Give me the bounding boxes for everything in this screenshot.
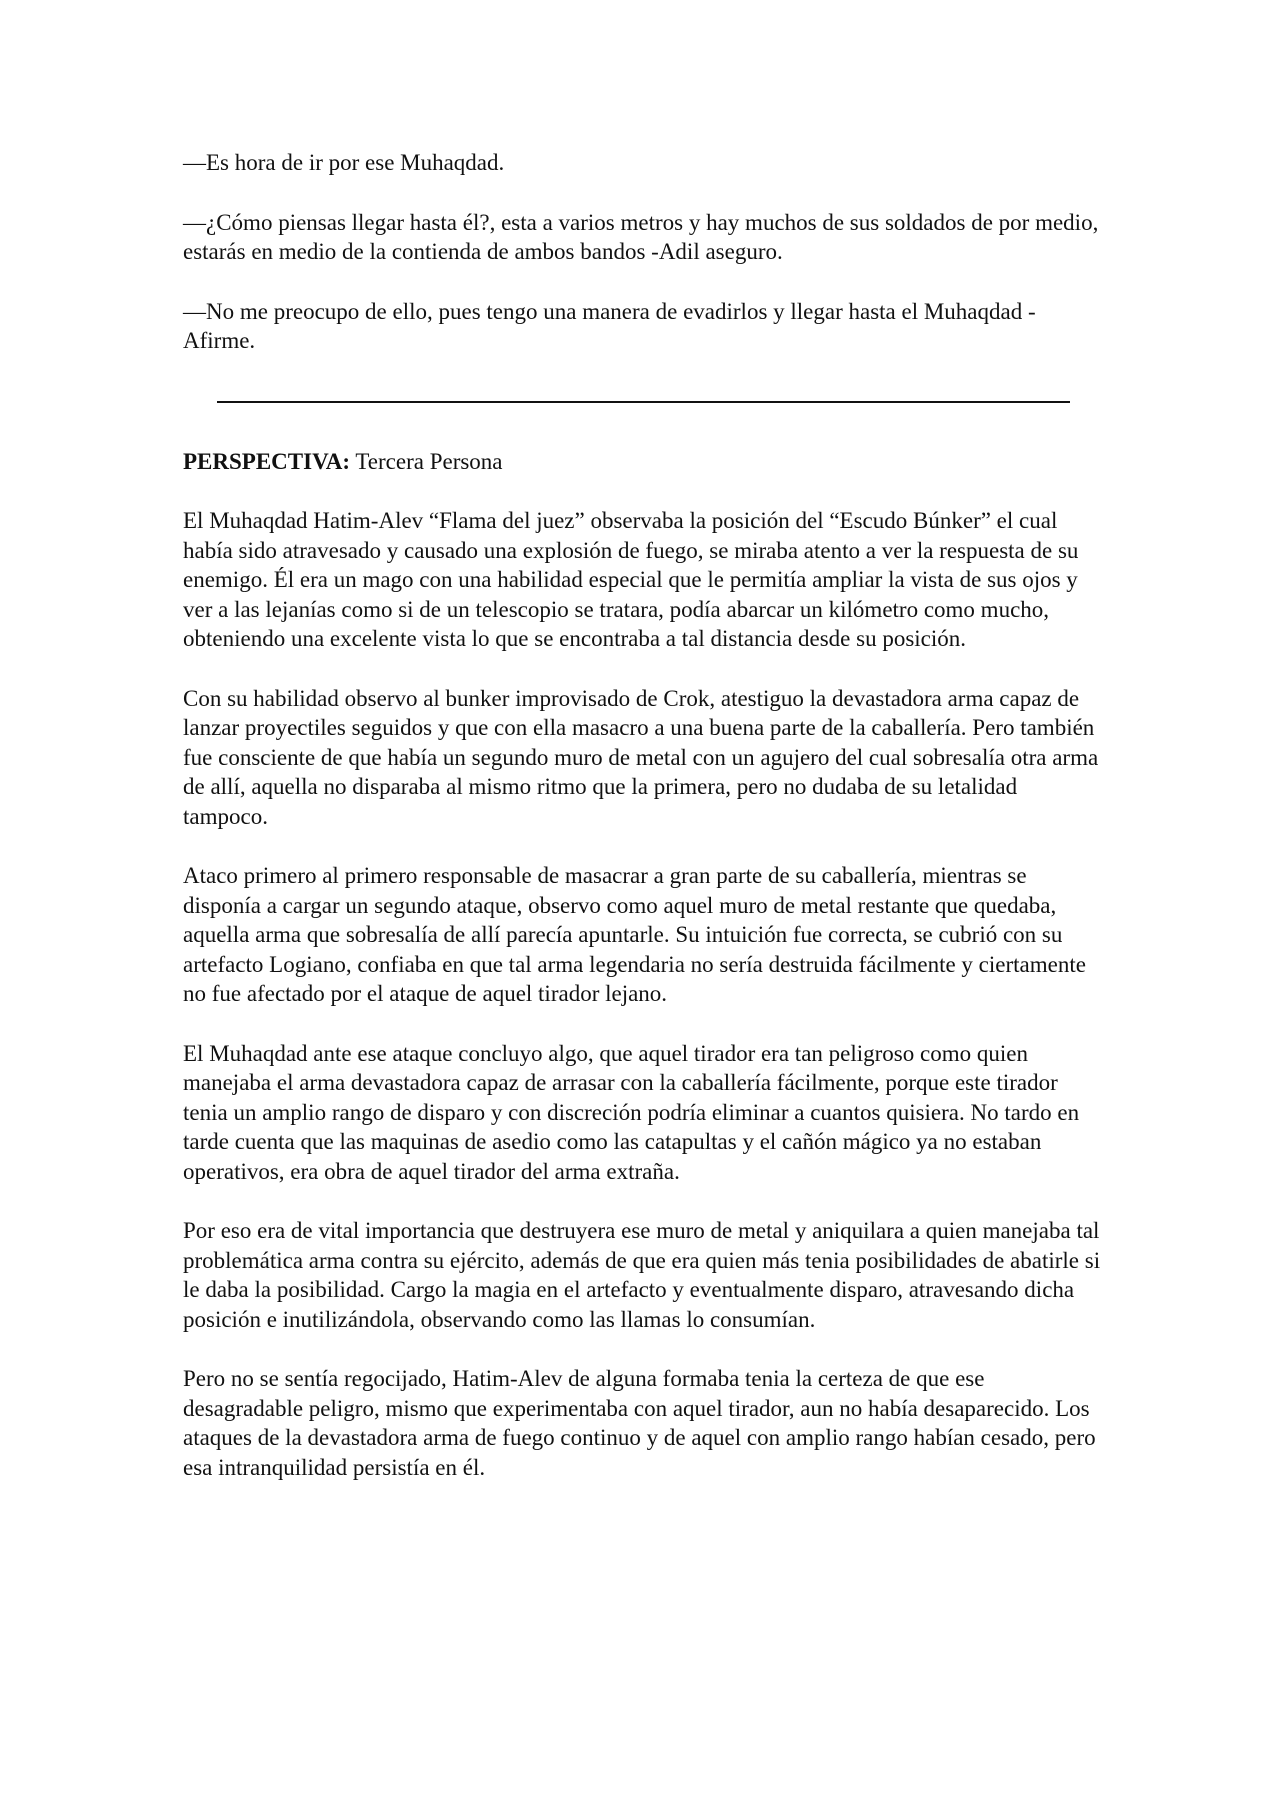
- paragraph-1: El Muhaqdad Hatim-Alev “Flama del juez” observaba la posición del “Escudo Búnker” el cual había sido atravesado y causado una explosión de fuego, se miraba atento a ver la respuesta de su enemigo. Él era un mago con una habilidad especial que le permitía ampliar la vista de sus ojos y ver a las lejanías como si de un telescopio se tratara, podía abarcar un kilómetro como mucho, obteniendo una excelente vista lo que se encontraba a tal distancia desde su posición.: [183, 508, 1079, 651]
- paragraph-5: Por eso era de vital importancia que destruyera ese muro de metal y aniquilara a quien manejaba tal problemática arma contra su ejército, además de que era quien más tenia posibilidades de abatirle si le daba la posibilidad. Cargo la magia en el artefacto y eventualmente disparo, atravesando dicha posición e inutilizándola, observando como las llamas lo consumían.: [183, 1218, 1101, 1332]
- paragraph-4: El Muhaqdad ante ese ataque concluyo algo, que aquel tirador era tan peligroso como quien manejaba el arma devastadora capaz de arrasar con la caballería fácilmente, porque este tirador tenia un amplio rango de disparo y con discreción podría eliminar a cuantos quisiera. No tardo en tarde cuenta que las maquinas de asedio como las catapultas y el cañón mágico ya no estaban operativos, era obra de aquel tirador del arma extraña.: [183, 1040, 1080, 1184]
- perspective-label: PERSPECTIVA:: [183, 448, 350, 474]
- dialogue-line-1: —Es hora de ir por ese Muhaqdad.: [183, 150, 505, 175]
- perspective-heading: [183, 447, 1101, 477]
- paragraph-6: Pero no se sentía regocijado, Hatim-Alev de alguna formaba tenia la certeza de que ese desagradable peligro, mismo que experimentaba con aquel tirador, aun no había desaparecido. Los ataques de la devastadora arma de fuego continuo y de aquel con amplio rango habían cesado, pero esa intranquilidad persistía en él.: [183, 1366, 1096, 1480]
- dialogue-line-3: —No me preocupo de ello, pues tengo una manera de evadirlos y llegar hasta el Muhaqdad -Afirme.: [183, 298, 1036, 353]
- perspective-value: Tercera Persona: [355, 448, 503, 474]
- paragraph-2: Con su habilidad observo al bunker improvisado de Crok, atestiguo la devastadora arma capaz de lanzar proyectiles seguidos y que con ella masacro a una buena parte de la caballería. Pero también fue consciente de que había un segundo muro de metal con un agujero del cual sobresalía otra arma de allí, aquella no disparaba al mismo ritmo que la primera, pero no dudaba de su letalidad tampoco.: [183, 685, 1099, 829]
- section-divider: [217, 401, 1070, 403]
- paragraph-3: Ataco primero al primero responsable de masacrar a gran parte de su caballería, mientras se disponía a cargar un segundo ataque, observo como aquel muro de metal restante que quedaba, aquella arma que sobresalía de allí parecía apuntarle. Su intuición fue correcta, se cubrió con su artefacto Logiano, confiaba en que tal arma legendaria no sería destruida fácilmente y ciertamente no fue afectado por el ataque de aquel tirador lejano.: [183, 863, 1086, 1006]
- document-page: [183, 148, 1101, 1512]
- dialogue-line-2: —¿Cómo piensas llegar hasta él?, esta a varios metros y hay muchos de sus soldados de por medio, estarás en medio de la contienda de ambos bandos -Adil aseguro.: [183, 209, 1099, 264]
